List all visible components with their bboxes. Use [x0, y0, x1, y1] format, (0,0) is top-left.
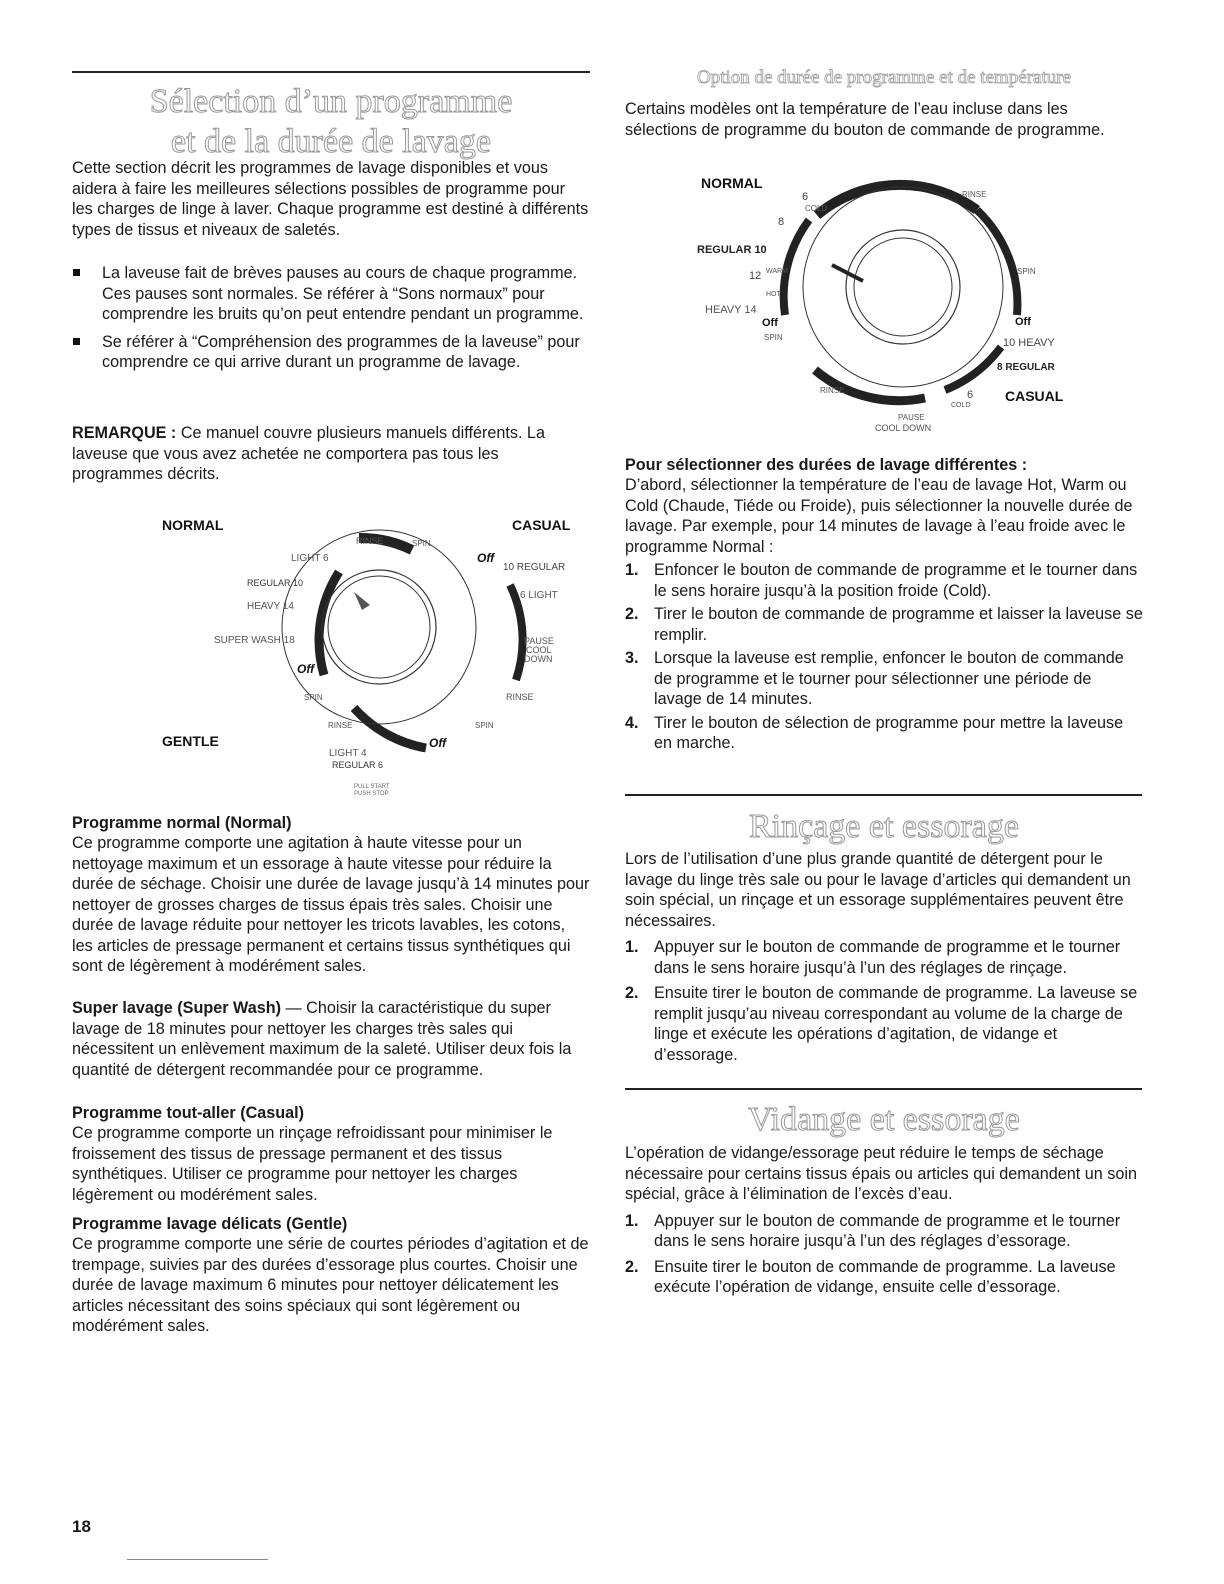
- dial2-label-pause: PAUSE: [898, 413, 925, 422]
- dial2-label-off-left: Off: [762, 317, 778, 329]
- dial-label-regular10-left: REGULAR 10: [247, 578, 304, 588]
- dial-label-off-left: Off: [297, 662, 315, 676]
- rinse-section: [625, 849, 1143, 1065]
- dial-label-superwash18: SUPER WASH 18: [214, 635, 295, 646]
- dial-label-gentle: GENTLE: [162, 733, 219, 749]
- list-item: 3. Lorsque la laveuse est remplie, enfoncer le bouton de commande de programme et le tourner pour sélectionner une période de lavage de 14 minutes.: [625, 649, 1124, 708]
- rinse-title: Rinçage et essorage: [749, 808, 1019, 845]
- section-title-line1: Sélection d’un programme: [149, 83, 513, 120]
- dial-label-light6-right: 6 LIGHT: [520, 590, 558, 601]
- dial-label-down: DOWN: [524, 654, 553, 664]
- select-heading: Pour sélectionner des durées de lavage différentes :: [625, 456, 1028, 474]
- dial2-label-off-right: Off: [1015, 316, 1031, 328]
- section-divider: [625, 1088, 1142, 1090]
- dial2-label-regular8: 8 REGULAR: [997, 362, 1055, 373]
- select-steps: [625, 560, 1143, 754]
- dial2-label-spin-right: SPIN: [1017, 267, 1036, 276]
- dial2-label-spin-left: SPIN: [764, 333, 783, 342]
- dial2-label-heavy14: HEAVY 14: [705, 304, 757, 316]
- option-paragraph: Certains modèles ont la température de l’eau incluse dans les sélections de programme du bouton de commande de programme.: [625, 100, 1105, 139]
- list-item: 2. Ensuite tirer le bouton de commande de programme. La laveuse se remplit jusqu’au niveau correspondant au volume de la charge de linge et exécute les opérations d’agitation, de vidange et d’essorage.: [625, 984, 1138, 1064]
- select-text: D’abord, sélectionner la température de l’eau de lavage Hot, Warm ou Cold (Chaude, Tiéde ou Froide), puis sélectionner la nouvelle durée de lavage. Par exemple, pour 14 minutes de lavage à l’eau froide avec le programme Normal :: [625, 476, 1133, 556]
- gentle-text: Ce programme comporte une série de courtes périodes d’agitation et de trempage, suivies par des durées d’essorage plus courtes. Choisir une durée de lavage maximum 6 minutes pour nettoyer délicatement les articles nécessitant des soins spéciaux qui sont légèrement ou modérément sales.: [72, 1235, 589, 1335]
- dial2-label-eight: 8: [778, 216, 785, 228]
- remark-label: REMARQUE :: [72, 424, 177, 442]
- dial-knob: [322, 570, 436, 684]
- casual-text: Ce programme comporte un rinçage refroidissant pour minimiser le froissement des tissus de pressage permanent et des tissus synthétiques. Utiliser ce programme pour nettoyer les charges légèrement ou modérément sales.: [72, 1124, 553, 1204]
- drain-text: L’opération de vidange/essorage peut réduire le temps de séchage nécessaire pour certains tissus épais ou articles qui demandent un soin spécial, grâce à l’élimination de l’excès d’eau.: [625, 1144, 1137, 1203]
- dial-label-rinse-top: RINSE: [356, 536, 384, 546]
- list-item: 4. Tirer le bouton de sélection de programme pour mettre la laveuse en marche.: [625, 713, 1124, 752]
- dial2-label-cool-down: COOL DOWN: [875, 423, 932, 433]
- page-number: 18: [72, 1517, 91, 1536]
- gentle-heading: Programme lavage délicats (Gentle): [72, 1215, 348, 1233]
- gentle-section: [72, 1214, 590, 1337]
- program-dial-diagram: [144, 510, 594, 805]
- dial2-label-twelve: 12: [749, 270, 762, 282]
- section-divider: [72, 71, 590, 73]
- dial2-label-casual: CASUAL: [1005, 388, 1064, 404]
- section-divider: [625, 794, 1142, 796]
- dial2-knob-inner: [854, 238, 952, 336]
- remark-paragraph: [72, 423, 590, 485]
- drain-steps: [625, 1211, 1143, 1298]
- dial2-arc-right: [945, 347, 1001, 390]
- option-title: Option de durée de programme et de température: [696, 67, 1072, 88]
- dial-label-off-bottom: Off: [429, 736, 447, 750]
- super-wash-text: — Choisir la caractéristique du super lavage de 18 minutes pour nettoyer les charges très sales qui nécessitent un enlèvement maximum de la saleté. Utiliser deux fois la quantité de détergent recommandée pour ce programme.: [72, 999, 572, 1079]
- list-item: 2. Tirer le bouton de commande de programme et laisser la laveuse se remplir.: [625, 605, 1143, 644]
- bullet-icon: [73, 269, 80, 276]
- normal-section: [72, 813, 590, 977]
- list-item: 1. Enfoncer le bouton de commande de programme et le tourner dans le sens horaire jusqu’à la position froide (Cold).: [625, 561, 1138, 600]
- list-item: 1. Appuyer sur le bouton de commande de programme et le tourner dans le sens horaire jusqu’à l’un des réglages de rinçage.: [625, 938, 1121, 977]
- dial2-outer-ring: [803, 187, 1003, 387]
- dial2-label-rinse-top: RINSE: [962, 190, 987, 199]
- dial-label-normal: NORMAL: [162, 517, 224, 533]
- remark-text: Ce manuel couvre plusieurs manuels différents. La laveuse que vous avez achetée ne comportera pas tous les programmes décrits.: [72, 424, 545, 483]
- dial2-label-six-top: 6: [802, 191, 809, 203]
- intro-paragraph: Cette section décrit les programmes de lavage disponibles et vous aidera à faire les meilleures sélections possibles de programme pour les charges de linge à laver. Chaque programme est destiné à différents types de tissus et niveaux de saletés.: [72, 159, 589, 239]
- normal-text: Ce programme comporte une agitation à haute vitesse pour un nettoyage maximum et un essorage à haute vitesse pour réduire la durée de séchage. Choisir une durée de lavage jusqu’à 14 minutes pour nettoyer de grosses charges de tissus épais très sales. Choisir une durée de lavage réduite pour nettoyer les tricots lavables, les cotons, les articles de pressage permanent et certains tissus synthétiques qui sont de légèrement à modérément sales.: [72, 834, 590, 975]
- dial-label-cool: COOL: [526, 645, 552, 655]
- dial2-label-cold-bottom: COLD: [951, 402, 971, 409]
- dial2-knob: [846, 230, 960, 344]
- dial2-arc-top-right: [977, 210, 1017, 315]
- dial-label-spin-left: SPIN: [304, 693, 323, 702]
- select-section: [625, 455, 1143, 754]
- bullet-icon: [73, 338, 80, 345]
- dial-pointer-icon: [354, 592, 370, 610]
- dial-label-rinse-bottom: RINSE: [328, 721, 353, 730]
- casual-heading: Programme tout-aller (Casual): [72, 1104, 305, 1122]
- rinse-text: Lors de l’utilisation d’une plus grande quantité de détergent pour le lavage du linge très sale ou pour le lavage d’articles qui demandent un soin spécial, un rinçage et un essorage supplémentaires peuvent être nécessaires.: [625, 850, 1131, 930]
- section-title-line2: et de la durée de lavage: [171, 123, 491, 160]
- super-wash-label: Super lavage (Super Wash): [72, 999, 281, 1017]
- dial-knob-inner: [328, 576, 430, 678]
- dial-label-off-top: Off: [477, 551, 495, 565]
- dial-label-pull-start: PULL START: [354, 784, 390, 790]
- casual-section: [72, 1103, 590, 1205]
- drain-section: [625, 1143, 1143, 1298]
- dial2-label-warm: WARM: [766, 268, 788, 275]
- dial2-graphic: [784, 185, 1018, 401]
- dial-label-regular6: REGULAR 6: [332, 760, 384, 770]
- notes-list: [72, 263, 590, 373]
- list-item: La laveuse fait de brèves pauses au cours de chaque programme. Ces pauses sont normales. Se référer à “Sons normaux” pour comprendre les bruits qu’on peut entendre pendant un programme.: [72, 263, 590, 325]
- dial-label-push-stop: PUSH STOP: [354, 791, 389, 797]
- rinse-steps: [625, 937, 1143, 1065]
- drain-title: Vidange et essorage: [748, 1101, 1020, 1138]
- dial-arc-bottom: [354, 708, 426, 748]
- dial-label-light4: LIGHT 4: [329, 748, 367, 759]
- dial-label-heavy14: HEAVY 14: [247, 601, 294, 612]
- dial-label-spin-top: SPIN: [412, 539, 431, 548]
- dial-label-spin-right: SPIN: [475, 721, 494, 730]
- dial2-label-six-bottom: 6: [967, 389, 974, 401]
- dial-label-light6-left: LIGHT 6: [291, 553, 329, 564]
- dial-label-regular10: 10 REGULAR: [503, 562, 566, 573]
- list-item: 2. Ensuite tirer le bouton de commande de programme. La laveuse exécute l’opération de vidange, ensuite celle d’essorage.: [625, 1257, 1116, 1296]
- dial-label-pause: PAUSE: [524, 636, 554, 646]
- dial2-label-normal: NORMAL: [701, 175, 763, 191]
- list-item: 1. Appuyer sur le bouton de commande de programme et le tourner dans le sens horaire jusqu’à l’un des réglages d’essorage.: [625, 1211, 1121, 1250]
- dial2-label-heavy10: 10 HEAVY: [1003, 337, 1055, 349]
- normal-heading: Programme normal (Normal): [72, 814, 292, 832]
- dial2-label-regular10: REGULAR 10: [697, 244, 767, 256]
- dial-label-casual: CASUAL: [512, 517, 571, 533]
- dial2-label-rinse-bottom: RINSE: [820, 386, 845, 395]
- temperature-dial-diagram: [665, 165, 1115, 435]
- dial2-label-cold-top: COLD: [805, 204, 828, 213]
- dial-label-rinse-right: RINSE: [506, 692, 534, 702]
- footer-line: [127, 1559, 268, 1560]
- dial2-label-hot: HOT: [766, 291, 781, 298]
- list-item: Se référer à “Compréhension des programmes de la laveuse” pour comprendre ce qui arrive durant un programme de lavage.: [72, 332, 590, 373]
- super-wash-paragraph: [72, 998, 590, 1080]
